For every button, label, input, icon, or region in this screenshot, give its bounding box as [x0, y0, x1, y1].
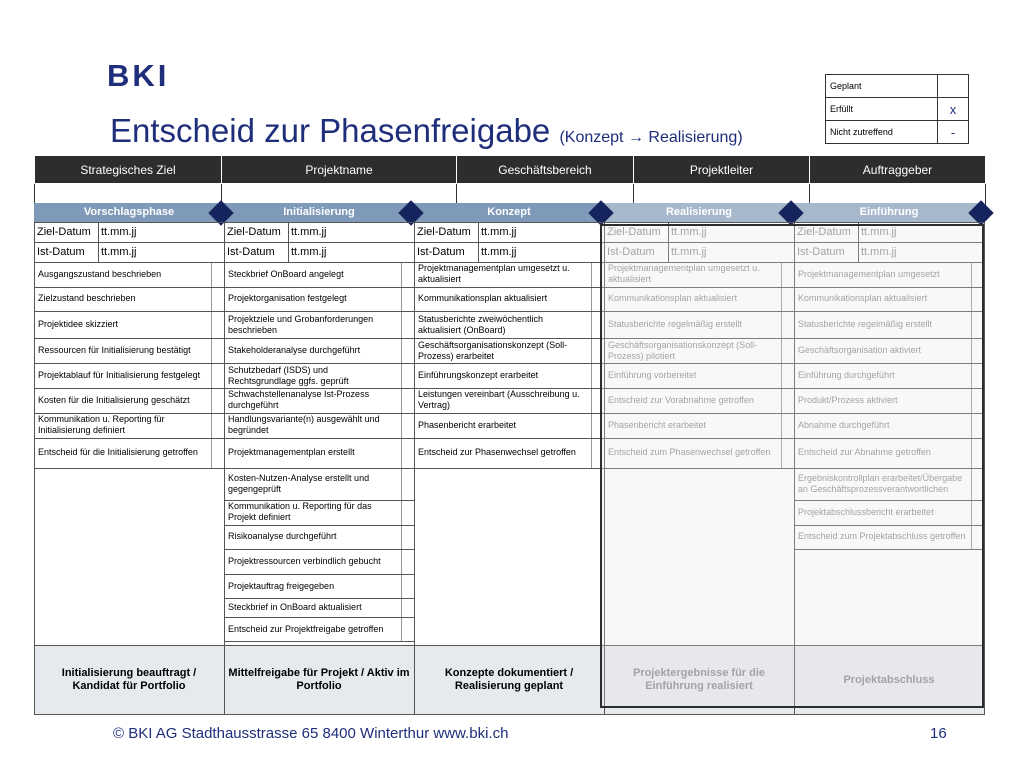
phase-result: Konzepte dokumentiert / Realisierung geplant [414, 645, 604, 715]
check-cell[interactable] [401, 617, 414, 641]
grid-line [224, 617, 414, 618]
checklist-item: Statusberichte regelmäßig erstellt [608, 319, 743, 329]
check-cell[interactable] [401, 388, 414, 413]
checklist-item: Entscheid zum Phasenwechsel getroffen [608, 447, 771, 457]
grid-line [478, 242, 479, 262]
check-cell[interactable] [211, 311, 224, 338]
current-phase-frame [600, 224, 984, 708]
grid-line [414, 388, 604, 389]
ziel-datum-label: Ziel-Datum [417, 225, 471, 238]
check-cell[interactable] [211, 413, 224, 438]
phase-1: Vorschlagsphase [34, 203, 224, 222]
grid-line [34, 262, 224, 263]
legend-value: x [938, 98, 969, 121]
checklist-item: Projektmanagementplan umgesetzt u. aktualisiert [418, 263, 570, 285]
check-cell[interactable] [401, 468, 414, 500]
page-number: 16 [930, 725, 947, 742]
header-auftraggeber: Auftraggeber [810, 156, 986, 184]
grid-line [224, 338, 414, 339]
grid-line [414, 438, 604, 439]
checklist-item: Geschäftsorganisationskonzept (Soll-Prozess) erarbeitet [418, 339, 568, 361]
check-cell[interactable] [401, 525, 414, 550]
legend-label: Erfüllt [826, 98, 938, 121]
date-value[interactable]: tt.mm.jj [291, 225, 327, 238]
grid-line [34, 363, 224, 364]
checklist-item: Statusberichte zweiwöchentlich aktualisiert (OnBoard) [418, 313, 544, 335]
grid-line [34, 338, 224, 339]
status-legend [825, 74, 969, 144]
checklist-item: Entscheid zur Phasenwechsel getroffen [418, 447, 576, 457]
grid-line [224, 525, 414, 526]
phase-result: Projektergebnisse für die Einführung realisiert [604, 645, 794, 715]
checklist-item: Produkt/Prozess aktiviert [798, 394, 898, 405]
checklist-item: Projektziele und Grobanforderungen beschrieben [228, 313, 374, 335]
phase-result: Initialisierung beauftragt / Kandidat für Portfolio [34, 645, 224, 715]
grid-line [224, 574, 414, 575]
ist-datum-label: Ist-Datum [227, 245, 275, 258]
checklist-item: Phasenbericht erarbeitet [608, 419, 707, 430]
grid-line [414, 363, 604, 364]
checklist-item: Phasenbericht erarbeitet [418, 419, 517, 430]
page-title [110, 112, 743, 150]
grid-line [34, 222, 35, 715]
checklist-item: Einführung durchgeführt [798, 370, 895, 380]
grid-line [224, 468, 414, 469]
legend-row [826, 98, 969, 121]
grid-line [288, 222, 289, 242]
check-cell[interactable] [401, 287, 414, 312]
grid-line [224, 598, 414, 599]
phase-4: Realisierung [604, 203, 794, 222]
grid-line [34, 468, 224, 469]
ziel-datum-label: Ziel-Datum [37, 225, 91, 238]
phase-bar [34, 203, 985, 222]
checklist-item: Kommunikationsplan aktualisiert [798, 293, 928, 304]
ist-datum-label: Ist-Datum [417, 245, 465, 258]
checklist-item: Entscheid zur Projektfreigabe getroffen [228, 623, 384, 634]
grid-line [224, 438, 414, 439]
checklist-item: Kommunikationsplan aktualisiert [418, 293, 548, 304]
check-cell[interactable] [401, 311, 414, 338]
grid-line [414, 338, 604, 339]
date-value[interactable]: tt.mm.jj [291, 245, 327, 258]
checklist-item: Entscheid zur Vorabnahme getroffen [608, 394, 754, 405]
grid-line [34, 714, 985, 715]
check-cell[interactable] [401, 338, 414, 363]
checklist-item: Kosten-Nutzen-Analyse erstellt und gegengeprüft [228, 472, 370, 494]
checklist-item: Einführung vorbereitet [608, 370, 697, 380]
check-cell[interactable] [401, 574, 414, 598]
check-cell[interactable] [211, 287, 224, 312]
checklist-item: Projektressourcen verbindlich gebucht [228, 556, 381, 566]
phase-2: Initialisierung [224, 203, 414, 222]
check-cell[interactable] [211, 388, 224, 413]
checklist-item: Projektidee skizziert [38, 319, 119, 329]
checklist-item: Risikoanalyse durchgeführt [228, 531, 337, 542]
checklist-item: Statusberichte regelmäßig erstellt [798, 319, 933, 329]
grid-line [984, 222, 985, 715]
checklist-item: Geschäftsorganisation aktiviert [798, 345, 922, 355]
ist-datum-label: Ist-Datum [37, 245, 85, 258]
phase-5: Einführung [794, 203, 984, 222]
grid-line [224, 388, 414, 389]
grid-line [224, 262, 414, 263]
grid-line [414, 413, 604, 414]
grid-line [414, 468, 604, 469]
checklist-item: Kommunikation u. Reporting für Initialisierung definiert [38, 414, 165, 435]
ziel-datum-label: Ziel-Datum [607, 225, 661, 238]
title-subtitle: (Konzept → Realisierung) [559, 129, 743, 146]
header-strategisches-ziel: Strategisches Ziel [35, 156, 222, 184]
date-value[interactable]: tt.mm.jj [861, 225, 897, 238]
grid-line [224, 222, 225, 715]
checklist-item: Entscheid für die Initialisierung getroffen [38, 447, 198, 457]
grid-line [224, 500, 414, 501]
header-geschaeftsbereich: Geschäftsbereich [457, 156, 634, 184]
checklist-item: Projektmanagementplan umgesetzt u. aktualisiert [608, 263, 760, 285]
grid-line [34, 413, 224, 414]
checklist-item: Kommunikation u. Reporting für das Projekt definiert [228, 501, 372, 522]
footer-text: © BKI AG Stadthausstrasse 65 8400 Winterthur www.bki.ch [113, 725, 509, 742]
check-cell[interactable] [211, 438, 224, 468]
grid-line [34, 388, 224, 389]
date-value[interactable]: tt.mm.jj [101, 225, 137, 238]
grid-line [98, 222, 99, 242]
phase-3: Konzept [414, 203, 604, 222]
project-header-table [34, 155, 986, 208]
check-cell[interactable] [401, 363, 414, 388]
checklist-item: Projektauftrag freigegeben [228, 580, 335, 591]
grid-line [414, 287, 604, 288]
check-cell[interactable] [401, 598, 414, 617]
bki-logo: BKI [107, 58, 170, 93]
ist-datum-label: Ist-Datum [797, 245, 845, 258]
grid-line [98, 242, 99, 262]
grid-line [224, 413, 414, 414]
ziel-datum-label: Ziel-Datum [797, 225, 851, 238]
date-value[interactable]: tt.mm.jj [101, 245, 137, 258]
date-value[interactable]: tt.mm.jj [671, 245, 707, 258]
grid-line [34, 287, 224, 288]
grid-line [414, 262, 604, 263]
grid-line [34, 438, 224, 439]
checklist-item: Kommunikationsplan aktualisiert [608, 293, 738, 304]
grid-line [224, 287, 414, 288]
phase-result: Projektabschluss [794, 645, 984, 715]
checklist-item: Einführungskonzept erarbeitet [418, 370, 539, 380]
checklist-item: Abnahme durchgeführt [798, 419, 890, 430]
date-value[interactable]: tt.mm.jj [861, 245, 897, 258]
title-main: Entscheid zur Phasenfreigabe [110, 112, 551, 149]
legend-value [938, 75, 969, 98]
legend-row [826, 75, 969, 98]
grid-line [34, 222, 985, 223]
legend-label: Nicht zutreffend [826, 121, 938, 144]
grid-line [224, 363, 414, 364]
checklist-item: Projektorganisation festgelegt [228, 293, 347, 304]
checklist-item: Schutzbedarf (ISDS) und Rechtsgrundlage ggfs. geprüft [228, 364, 349, 386]
checklist-item: Projektmanagementplan umgesetzt [798, 268, 940, 279]
check-cell[interactable] [211, 363, 224, 388]
check-cell[interactable] [401, 262, 414, 287]
checklist-item: Kosten für die Initialisierung geschätzt [38, 394, 190, 405]
checklist-item: Handlungsvariante(n) ausgewählt und begründet [228, 414, 380, 435]
checklist-item: Steckbrief OnBoard angelegt [228, 268, 344, 279]
date-value[interactable]: tt.mm.jj [671, 225, 707, 238]
grid-line [478, 222, 479, 242]
grid-line [288, 242, 289, 262]
checklist-item: Entscheid zur Abnahme getroffen [798, 447, 931, 457]
checklist-item: Projektmanagementplan erstellt [228, 447, 355, 457]
header-projektname: Projektname [222, 156, 457, 184]
phase-result: Mittelfreigabe für Projekt / Aktiv im Portfolio [224, 645, 414, 715]
date-value[interactable]: tt.mm.jj [481, 225, 517, 238]
checklist-item: Projektablauf für Initialisierung festgelegt [38, 370, 201, 380]
check-cell[interactable] [211, 338, 224, 363]
check-cell[interactable] [401, 413, 414, 438]
checklist-item: Geschäftsorganisationskonzept (Soll-Prozess) pilotiert [608, 339, 758, 361]
legend-label: Geplant [826, 75, 938, 98]
checklist-item: Ausgangszustand beschrieben [38, 268, 162, 279]
checklist-item: Steckbrief in OnBoard aktualisiert [228, 602, 362, 612]
legend-value: - [938, 121, 969, 144]
ziel-datum-label: Ziel-Datum [227, 225, 281, 238]
header-projektleiter: Projektleiter [634, 156, 810, 184]
grid-line [224, 641, 414, 642]
ist-datum-label: Ist-Datum [607, 245, 655, 258]
check-cell[interactable] [211, 262, 224, 287]
checklist-item: Schwachstellenanalyse Ist-Prozess durchgeführt [228, 389, 370, 411]
checklist-item: Ergebniskontrollplan erarbeitet/Übergabe an Geschäftsprozessverantwortlichen [798, 472, 963, 494]
date-value[interactable]: tt.mm.jj [481, 245, 517, 258]
checklist-item: Ressourcen für Initialisierung bestätigt [38, 345, 191, 355]
checklist-item: Zielzustand beschrieben [38, 293, 136, 304]
legend-row [826, 121, 969, 144]
checklist-item: Projektabschlussbericht erarbeitet [798, 506, 934, 517]
checklist-item: Stakeholderanalyse durchgeführt [228, 345, 361, 355]
grid-line [224, 311, 414, 312]
grid-line [34, 311, 224, 312]
check-cell[interactable] [401, 549, 414, 574]
check-cell[interactable] [401, 438, 414, 468]
check-cell[interactable] [401, 500, 414, 525]
grid-line [224, 549, 414, 550]
grid-line [414, 222, 415, 715]
grid-line [414, 311, 604, 312]
checklist-item: Entscheid zum Projektabschluss getroffen [798, 531, 966, 542]
checklist-item: Leistungen vereinbart (Ausschreibung u. Vertrag) [418, 389, 580, 411]
